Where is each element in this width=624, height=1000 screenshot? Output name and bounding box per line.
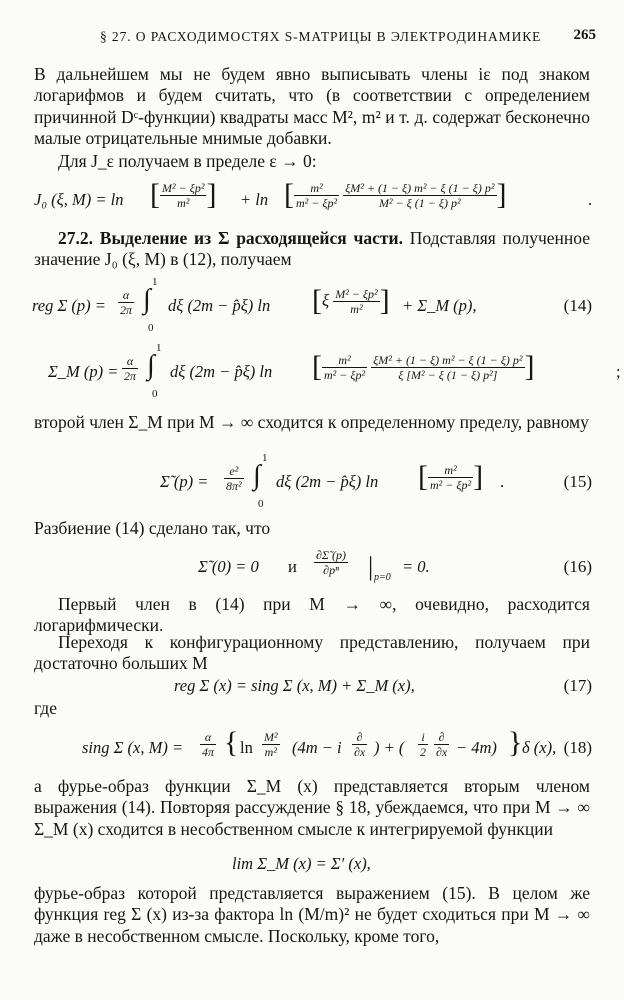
- paragraph-1: В дальнейшем мы не будем явно выписывать члены iε под знаком логарифмов и будем считать, что (в соответствии с определением причинной Dᶜ-функции) квадраты масс M², m² и т. д. содержат бесконечно малые отрицательные мнимые добавки.: [34, 64, 590, 149]
- paragraph-6: Первый член в (14) при M → ∞, очевидно, расходится логарифмически.: [34, 594, 590, 636]
- eq14-tail: + Σ_M (p),: [402, 296, 477, 315]
- eqSM-lhs: Σ_M (p) =: [48, 362, 119, 381]
- eq18-mid3: − 4m): [456, 738, 497, 757]
- paragraph-4: второй член Σ_M при M → ∞ сходится к определенному пределу, равному: [34, 412, 589, 432]
- section-heading: 27.2. Выделение из Σ расходящейся части.: [58, 228, 403, 248]
- eq14-frac: $\frac{\text{M² − ξp²}}{\text{m²}}$: [335, 286, 378, 316]
- eq16-bar: |: [368, 552, 374, 581]
- equation-sigma-M: [30, 342, 621, 404]
- equation-18: [30, 724, 592, 772]
- eq15-body: dξ (2m − p̂ξ) ln: [276, 472, 379, 491]
- eq-J0-group1: [ $\frac{\text{M² − ξp²}}{\text{m²}}$ ]: [150, 178, 217, 211]
- eq15-lhs: Σ̃ (p) =: [160, 472, 209, 491]
- paragraph-8: где: [34, 698, 57, 718]
- eq-lim-text: lim Σ_M (x) = Σ′ (x),: [232, 854, 371, 873]
- eq16-part1: Σ̃ (0) = 0: [198, 557, 259, 576]
- eq14-lhs: reg Σ (p) =: [32, 296, 106, 315]
- eq-J0-frac2: $\frac{\text{m²}}{\text{m² − ξp²}}$: [296, 180, 338, 210]
- paragraph-10: фурье-образ которой представляется выражением (15). В целом же функция reg Σ (x) из-за фактора ln (M/m)² не будет сходиться при M → ∞ даже в несобственном смысле. Поскольку, кроме того,: [34, 883, 590, 946]
- eq18-brace-close: }: [508, 726, 523, 759]
- eq14-coef: $\frac{\alpha}{2\pi}$: [120, 288, 133, 317]
- eq18-coef: $\frac{\alpha}{4\pi}$: [202, 730, 215, 759]
- page-number: 265: [573, 27, 596, 43]
- eqSM-lower: 0: [152, 388, 158, 400]
- eq18-ln: ln: [240, 738, 253, 757]
- eq14-lower: 0: [148, 322, 154, 334]
- eq17-number: (17): [563, 676, 592, 695]
- eq15-lower: 0: [258, 498, 264, 510]
- equation-limit: [30, 854, 592, 878]
- eqSM-frac2: $\frac{\text{ξM² + (1 − ξ) m² − ξ (1 − ξ) p²}}{\text{ξ [M² − ξ (1 − ξ) p²]}}$: [373, 352, 523, 382]
- eq18-d2: $\frac{\partial}{\partial x}$: [436, 730, 448, 759]
- paragraph-5: Разбиение (14) сделано так, что: [34, 518, 271, 538]
- eq-J0-lhs: J₀ (ξ, M) = ln: [34, 190, 124, 209]
- eq18-ratio: $\frac{\text{M²}}{\text{m²}}$: [264, 730, 278, 759]
- eqSM-body: dξ (2m − p̂ξ) ln: [170, 362, 273, 381]
- eq18-mid1: (4m − i: [292, 738, 342, 757]
- eq14-number: (14): [563, 296, 592, 315]
- eq16-and: и: [288, 557, 297, 576]
- eqSM-end: ;: [616, 362, 621, 381]
- eq18-brace: {: [224, 726, 239, 759]
- eq-J0-end: .: [588, 190, 593, 209]
- eq-J0-frac3: $\frac{\text{ξM² + (1 − ξ) m² − ξ (1 − ξ) p²}}{\text{M² − ξ (1 − ξ) p²}}$: [345, 180, 495, 210]
- running-header: [0, 25, 624, 51]
- eq16-number: (16): [563, 557, 592, 576]
- integral-sign: ∫: [253, 460, 261, 491]
- paragraph-3: [34, 228, 590, 271]
- eq14-bracket: [ξ $\frac{\text{M² − ξp²}}{\text{m²}}$ ]: [312, 284, 390, 317]
- equation-J0: [30, 178, 592, 224]
- eq18-half: $\frac{i}{2}$: [420, 730, 426, 759]
- eqSM-bracket: [ $\frac{\text{m²}}{\text{m² − ξp²}}$ $\frac{\text{ξM² + (1 − ξ) m² − ξ (1 − ξ) p²}}{\text{ξ [M² − ξ (1 − ξ) p²]}}$ ]: [312, 350, 535, 383]
- eq15-upper: 1: [262, 452, 268, 464]
- section-body: Подставляя полученное значение J₀ (ξ, M) в (12), получаем: [34, 228, 590, 270]
- eq18-mid2: ) + (: [374, 738, 405, 757]
- running-header-title: § 27. О РАСХОДИМОСТЯХ S-МАТРИЦЫ В ЭЛЕКТРОДИНАМИКЕ: [100, 29, 542, 44]
- eq15-frac: $\frac{\text{m²}}{\text{m² − ξp²}}$: [430, 462, 472, 492]
- eq18-d1: $\frac{\partial}{\partial x}$: [354, 730, 366, 759]
- eq-J0-plus-ln: + ln: [240, 190, 269, 209]
- equation-15: [30, 452, 592, 514]
- paragraph-9: а фурье-образ функции Σ_M (x) представляется вторым членом выражения (14). Повторяя рассуждение § 18, убеждаемся, что при M → ∞ Σ_M (x) сходится в несобственном смысле к интегрируемой функции: [34, 776, 590, 839]
- eq18-lhs: sing Σ (x, M) =: [82, 738, 184, 757]
- eq16-sub: p=0: [374, 572, 391, 583]
- eq16-part2: = 0.: [402, 557, 430, 576]
- integral-sign: ∫: [143, 284, 151, 315]
- eqSM-frac1: $\frac{\text{m²}}{\text{m² − ξp²}}$: [324, 352, 366, 382]
- eq-J0-group2: [ $\frac{\text{m²}}{\text{m² − ξp²}}$ $\frac{\text{ξM² + (1 − ξ) m² − ξ (1 − ξ) p²}}{\text{M² − ξ (1 − ξ) p²}}$ ]: [284, 178, 507, 211]
- paragraph-2: Для J_ε получаем в пределе ε → 0:: [58, 151, 317, 171]
- eq-J0-frac1: $\frac{\text{M² − ξp²}}{\text{m²}}$: [162, 180, 205, 210]
- eq18-number: (18): [563, 738, 592, 757]
- eq15-bracket: [ $\frac{\text{m²}}{\text{m² − ξp²}}$ ]: [418, 460, 484, 493]
- integral-sign: ∫: [147, 350, 155, 381]
- eqSM-upper: 1: [156, 342, 162, 354]
- eq14-body: dξ (2m − p̂ξ) ln: [168, 296, 271, 315]
- equation-16: [30, 544, 592, 590]
- eqSM-coef: $\frac{\alpha}{2\pi}$: [124, 354, 137, 383]
- eq15-number: (15): [563, 472, 592, 491]
- eq15-coef: $\frac{\text{e²}}{\text{8π²}}$: [226, 464, 242, 493]
- eq15-end: .: [500, 472, 505, 491]
- equation-14: [30, 276, 592, 336]
- eq14-upper: 1: [152, 276, 158, 288]
- eq17-text: reg Σ (x) = sing Σ (x, M) + Σ_M (x),: [174, 676, 415, 695]
- eq18-tail: δ (x),: [522, 738, 557, 757]
- paragraph-7: Переходя к конфигурационному представлению, получаем при достаточно больших M: [34, 632, 590, 674]
- eq16-deriv: $\frac{\partial\Sigmã (p)}{\text{∂pⁿ}}$: [316, 548, 347, 577]
